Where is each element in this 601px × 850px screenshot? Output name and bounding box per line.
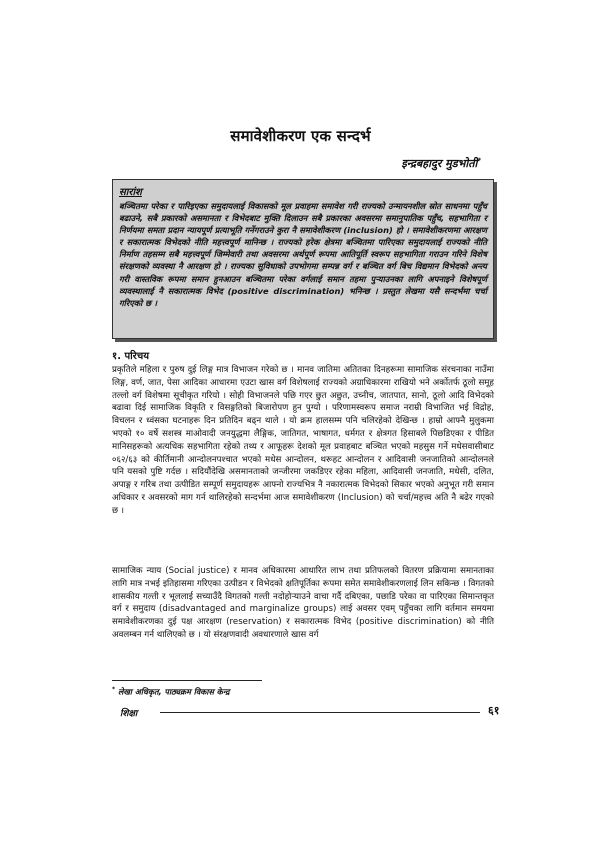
author-name: इन्द्रबहादुर मुडभोती [401,157,478,170]
abstract-heading: सारांश [119,187,142,198]
footnote-marker: * [112,686,116,693]
footnote-divider [112,680,262,681]
body-paragraph-2: सामाजिक न्याय (Social justice) र मानव अधिकारमा आधारित लाभ तथा प्रतिफलको वितरण प्रक्रियामा समानताका लागि मात्र नभई इतिहासमा गरिएका उत्पीडन र विभेदको क्षतिपूर्तिका रूपमा समेत समावेशीकरणलाई लिन सकिन्छ । विगतको शासकीय गल्ती र भूललाई सच्याउँदै विगतको गल्ती नदोहोऱ्याउने वाचा गर्दै दबिएका, पछाडि परेका वा पारिएका सिमान्तकृत वर्ग र समुदाय (disadvantaged and marginalize groups) लाई अवसर एवम् पहुँचका लागि वर्तमान समयमा समावेशीकरणका दुई पक्ष आरक्षण (reservation) र सकारात्मक विभेद (positive discrimination) को नीति अवलम्बन गर्न थालिएको छ । यो संरक्षणवादी अवधारणाले खास वर्ग [112,566,494,640]
footer-journal-name: शिक्षा [120,709,138,719]
article-title: समावेशीकरण एक सन्दर्भ [230,127,371,145]
abstract-text: बञ्चितमा परेका र पारिइएका समुदायलाई विकासको मूल प्रवाहमा समावेश गरी राज्यको उन्मायनशील स्रोत साधनमा पहुँच बढाउने, सबै प्रकारको असमानता र विभेदबाट मुक्ति दिलाउन सबै प्रकारका अवसरमा समानुपातिक पहुँच, सहभागिता र निर्णयमा समता प्रदान न्यायपूर्ण प्रत्याभूति गर्नेगराउने कुरा नै समावेशीकरण (inclusion) हो । समावेशीकरणमा आरक्षण र सकारात्मक विभेदको नीति महत्त्वपूर्ण मानिन्छ । राज्यको हरेक क्षेत्रमा बञ्चितमा पारिएका समुदायलाई राज्यको नीति निर्माण तहसम्म सबै महत्त्वपूर्ण जिम्मेवारी तथा अवसरमा अर्थपूर्ण रूपमा आतिपूर्ति स्वरूप सहभागिता गराउन गरिने विशेष संरक्षणको व्यवस्था नै आरक्षण हो । राज्यका सुविधाको उपभोगमा सम्पन्न वर्ग र बञ्चित वर्ग बिच विद्यमान विभेदको अन्त्य गरी वास्तविक रूपमा समान हुनआउन बञ्चितमा परेका वर्गलाई समान तहमा पुऱ्याउनका लागि अपनाइने विशेषपूर्ण व्यवस्थालाई नै सकारात्मक विभेद (positive discrimination) भनिन्छ । प्रस्तुत लेखमा यसै सन्दर्भमा चर्चा गरिएको छ । [119,201,487,308]
footnote [112,686,230,698]
page-number: ६१ [488,704,500,717]
footer-divider [160,712,480,713]
section-heading-introduction: १. परिचय [112,351,149,362]
abstract-box [112,179,494,339]
author-line [401,156,481,171]
author-footnote-marker: * [477,156,481,165]
body-paragraph-1: प्रकृतिले महिला र पुरुष दुई लिङ्ग मात्र विभाजन गरेको छ । मानव जातिमा अतितका दिनहरूमा सामाजिक संरचनाका नाउँमा लिङ्ग, वर्ण, जात, पेसा आदिका आधारमा एउटा खास वर्ग विशेषलाई राज्यको अग्राधिकारमा राखियो भने अर्कोतर्फ ठूलो समूह तल्लो वर्ग विशेषमा सूचीकृत गरियो । सोही विभाजनले पछि गएर छुत अछुत, उच्नीच, जातपात, सानो, ठूलो आदि विभेदको बढावा दिई सामाजिक विकृति र विसङ्गतिको बिजारोपण हुन पुग्यो । परिणामस्वरूप समाज नराम्री विभाजित भई विद्रोह, विचलन र ध्वंसका घटनाहरू दिन प्रतिदिन बढ्न थाले । यो क्रम हालसम्म पनि चलिरहेको देखिन्छ । हाम्रो आफ्नै मुलुकमा भएको १० वर्षे सशस्त्र माओवादी जनयुद्धमा लैङ्गिक, जातिगत, भाषागत, धर्मगत र क्षेत्रगत हिसाबले पिछडिएका र पीडित मानिसहरूको अत्यधिक सहभागिता रहेको तथ्य र आफूहरू देशको मूल प्रवाहबाट बञ्चित भएको महसुस गर्ने मधेसवासीबाट ०६२/६३ को कीर्तिमानी आन्दोलनपश्चात भएको मधेस आन्दोलन, थरूहट आन्दोलन र आदिवासी जनजातिको आन्दोलनले पनि यसको पुष्टि गर्दछ । सदियौंदेखि असमानताको जन्जीरमा जकडिएर रहेका महिला, आदिवासी जनजाति, मधेसी, दलित, अपाङ्ग र गरिब तथा उत्पीडित सम्पूर्ण समुदायहरू आफ्नो राज्यभित्र नै नकारात्मक विभेदको सिकार भएको अनुभूत गरी समान अधिकार र अवसरको माग गर्न थालिरहेको सन्दर्भमा आज समावेशीकरण (Inclusion) को चर्चा/महत्त्व अति नै बढेर गएको छ । [112,365,494,516]
footnote-text: लेखा अधिकृत, पाठ्यक्रम विकास केन्द्र [117,687,230,697]
